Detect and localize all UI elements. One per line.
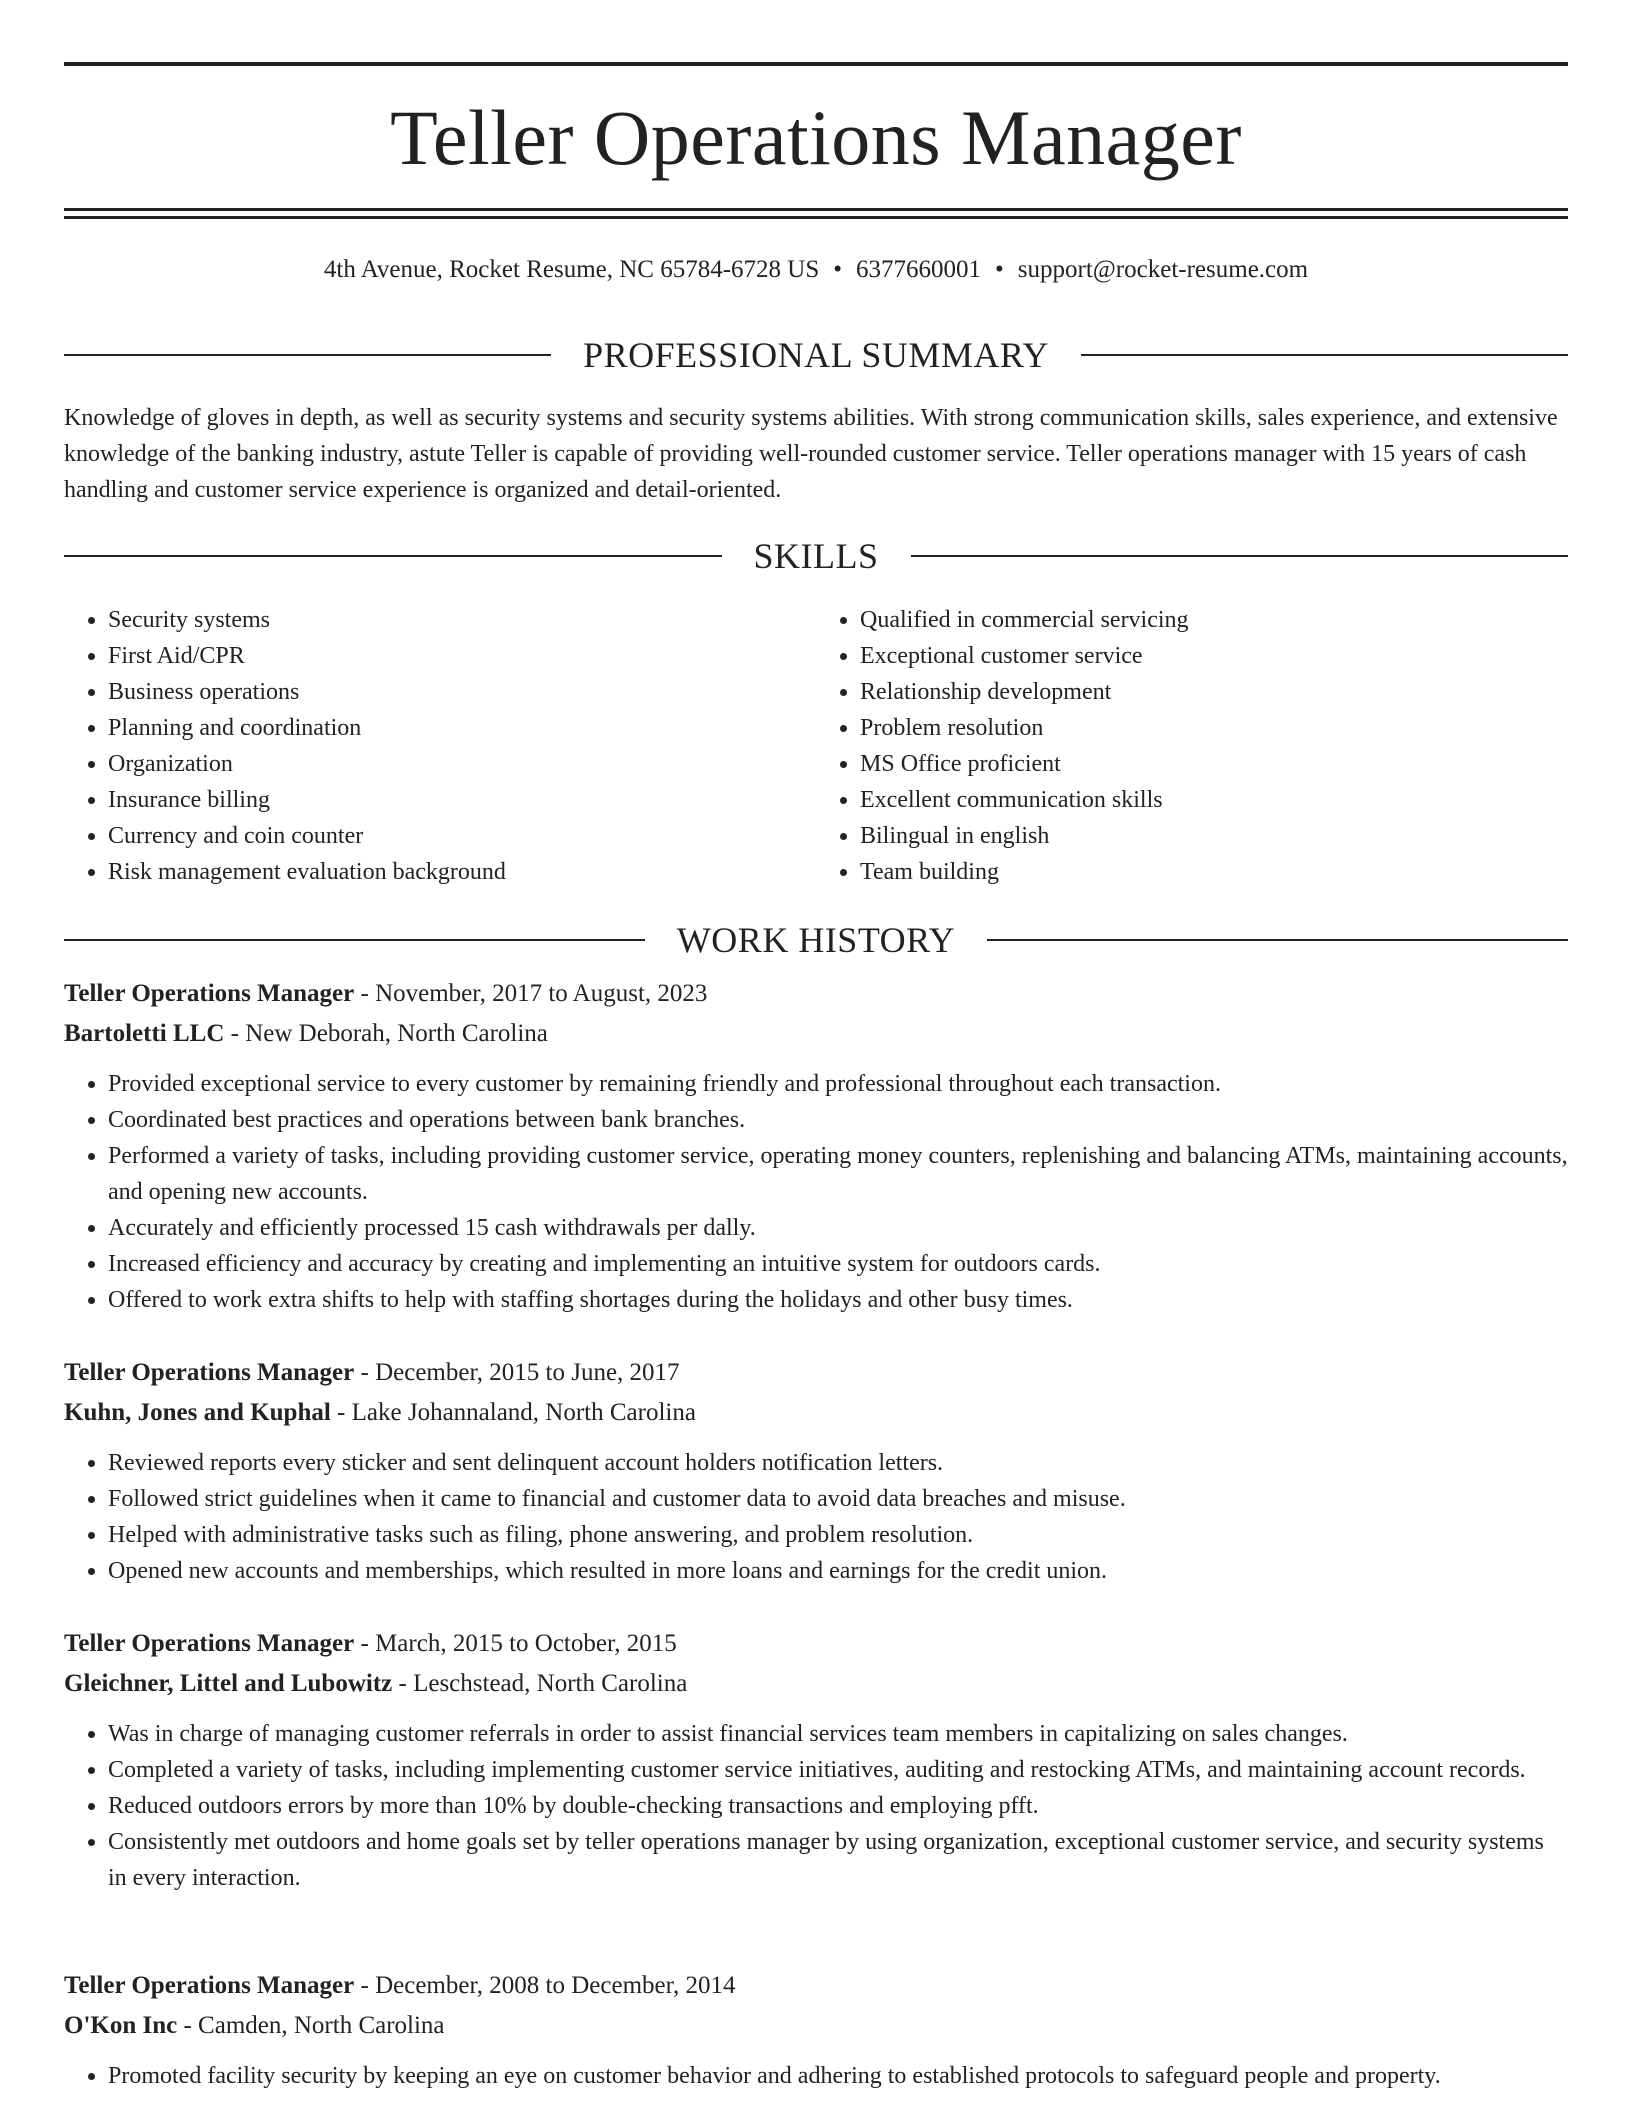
duty-item: • Reviewed reports every sticker and sent delinquent account holders notification letters. [108, 1445, 1568, 1481]
duty-item: • Completed a variety of tasks, including implementing customer service initiatives, auditing and restocking ATMs, and maintaining account records. [108, 1752, 1568, 1788]
duty-item: • Performed a variety of tasks, including providing customer service, operating money counters, replenishing and balancing ATMs, maintaining accounts, and opening new accounts. [108, 1138, 1568, 1210]
work-heading [64, 918, 1568, 962]
job-role: Teller Operations Manager [64, 1630, 355, 1657]
job-company-line [64, 1664, 1568, 1704]
contact-separator: • [833, 256, 843, 283]
skill-item: • Bilingual in english [860, 818, 1568, 854]
duty-item: • Was in charge of managing customer referrals in order to assist financial services team members in capitalizing on sales changes. [108, 1716, 1568, 1752]
duty-item: • Provided exceptional service to every customer by remaining friendly and professional throughout each transaction. [108, 1066, 1568, 1102]
duty-item: • Consistently met outdoors and home goals set by teller operations manager by using organization, exceptional customer service, and security systems in every interaction. [108, 1824, 1568, 1896]
job-company: O'Kon Inc [64, 2012, 178, 2039]
skill-item: • Relationship development [860, 674, 1568, 710]
job-entry [64, 1353, 1568, 1589]
top-rule [64, 62, 1568, 66]
job-location: - Leschstead, North Carolina [392, 1670, 688, 1697]
job-dates: - December, 2008 to December, 2014 [354, 1972, 736, 1999]
skill-item: • Team building [860, 854, 1568, 890]
job-dates: - December, 2015 to June, 2017 [354, 1359, 680, 1386]
job-role: Teller Operations Manager [64, 980, 355, 1007]
heading-rule-left [64, 354, 551, 356]
contact-line [64, 252, 1568, 288]
job-title-line [64, 1966, 1568, 2006]
job-duties [64, 1445, 1568, 1589]
duty-item: • Reduced outdoors errors by more than 10% by double-checking transactions and employing pfft. [108, 1788, 1568, 1824]
contact-address: 4th Avenue, Rocket Resume, NC 65784-6728 US [323, 256, 820, 283]
contact-email: support@rocket-resume.com [1017, 256, 1309, 283]
heading-rule-left [64, 555, 722, 557]
job-location: - New Deborah, North Carolina [224, 1020, 548, 1047]
job-location: - Camden, North Carolina [177, 2012, 445, 2039]
skill-item: • Insurance billing [108, 782, 816, 818]
summary-text: Knowledge of gloves in depth, as well as security systems and security systems abilities. With strong communication skills, sales experience, and extensive knowledge of the banking industry, astute Teller is capable of providing well-rounded customer service. Teller operations manager with 15 years of cash handling and customer service experience is organized and detail-oriented. [64, 405, 1558, 503]
resume-title: Teller Operations Manager [390, 94, 1242, 181]
duty-item: • Increased efficiency and accuracy by creating and implementing an intuitive system for outdoors cards. [108, 1246, 1568, 1282]
job-title-line [64, 1624, 1568, 1664]
duty-item: • Followed strict guidelines when it came to financial and customer data to avoid data breaches and misuse. [108, 1481, 1568, 1517]
job-company-line [64, 1393, 1568, 1433]
skills-column-left [64, 602, 816, 890]
summary-heading [64, 333, 1568, 377]
skill-item: • Qualified in commercial servicing [860, 602, 1568, 638]
heading-rule-right [911, 555, 1569, 557]
heading-rule-left [64, 939, 645, 941]
duty-item: • Promoted facility security by keeping an eye on customer behavior and adhering to established protocols to safeguard people and property. [108, 2058, 1568, 2094]
contact-phone: 6377660001 [856, 256, 982, 283]
job-role: Teller Operations Manager [64, 1359, 355, 1386]
duty-item: • Coordinated best practices and operations between bank branches. [108, 1102, 1568, 1138]
job-title-line [64, 974, 1568, 1014]
job-location: - Lake Johannaland, North Carolina [330, 1399, 696, 1426]
work-heading-label: WORK HISTORY [676, 920, 956, 960]
job-role: Teller Operations Manager [64, 1972, 355, 1999]
skill-item: • Security systems [108, 602, 816, 638]
heading-rule-right [1081, 354, 1568, 356]
title-rule-upper [64, 208, 1568, 211]
skills-heading-label: SKILLS [753, 536, 879, 576]
skill-item: • Exceptional customer service [860, 638, 1568, 674]
skill-item: • Excellent communication skills [860, 782, 1568, 818]
title-rule-lower [64, 216, 1568, 219]
contact-separator: • [995, 256, 1004, 283]
skill-item: • Risk management evaluation background [108, 854, 816, 890]
duty-item: • Opened new accounts and memberships, which resulted in more loans and earnings for the credit union. [108, 1553, 1568, 1589]
skill-item: • Currency and coin counter [108, 818, 816, 854]
job-title-line [64, 1353, 1568, 1393]
summary-heading-label: PROFESSIONAL SUMMARY [583, 335, 1049, 375]
job-company: Kuhn, Jones and Kuphal [64, 1399, 331, 1426]
job-entry [64, 1624, 1568, 1896]
skill-item: • MS Office proficient [860, 746, 1568, 782]
duty-item: • Accurately and efficiently processed 15 cash withdrawals per dally. [108, 1210, 1568, 1246]
skill-item: • Problem resolution [860, 710, 1568, 746]
skills-column-right [816, 602, 1568, 890]
job-dates: - March, 2015 to October, 2015 [354, 1630, 677, 1657]
skill-item: • Business operations [108, 674, 816, 710]
job-entry [64, 974, 1568, 1318]
duty-item: • Helped with administrative tasks such as filing, phone answering, and problem resolution. [108, 1517, 1568, 1553]
job-duties [64, 2058, 1568, 2094]
heading-rule-right [987, 939, 1568, 941]
duty-item: • Offered to work extra shifts to help with staffing shortages during the holidays and other busy times. [108, 1282, 1568, 1318]
job-dates: - November, 2017 to August, 2023 [354, 980, 708, 1007]
skill-item: • Planning and coordination [108, 710, 816, 746]
job-company-line [64, 2006, 1568, 2046]
skill-item: • First Aid/CPR [108, 638, 816, 674]
job-company-line [64, 1014, 1568, 1054]
job-entry [64, 1966, 1568, 2094]
job-duties [64, 1066, 1568, 1318]
skills-list [64, 602, 1568, 890]
skills-heading [64, 534, 1568, 578]
skill-item: • Organization [108, 746, 816, 782]
job-company: Gleichner, Littel and Lubowitz [64, 1670, 393, 1697]
job-company: Bartoletti LLC [64, 1020, 225, 1047]
job-duties [64, 1716, 1568, 1896]
